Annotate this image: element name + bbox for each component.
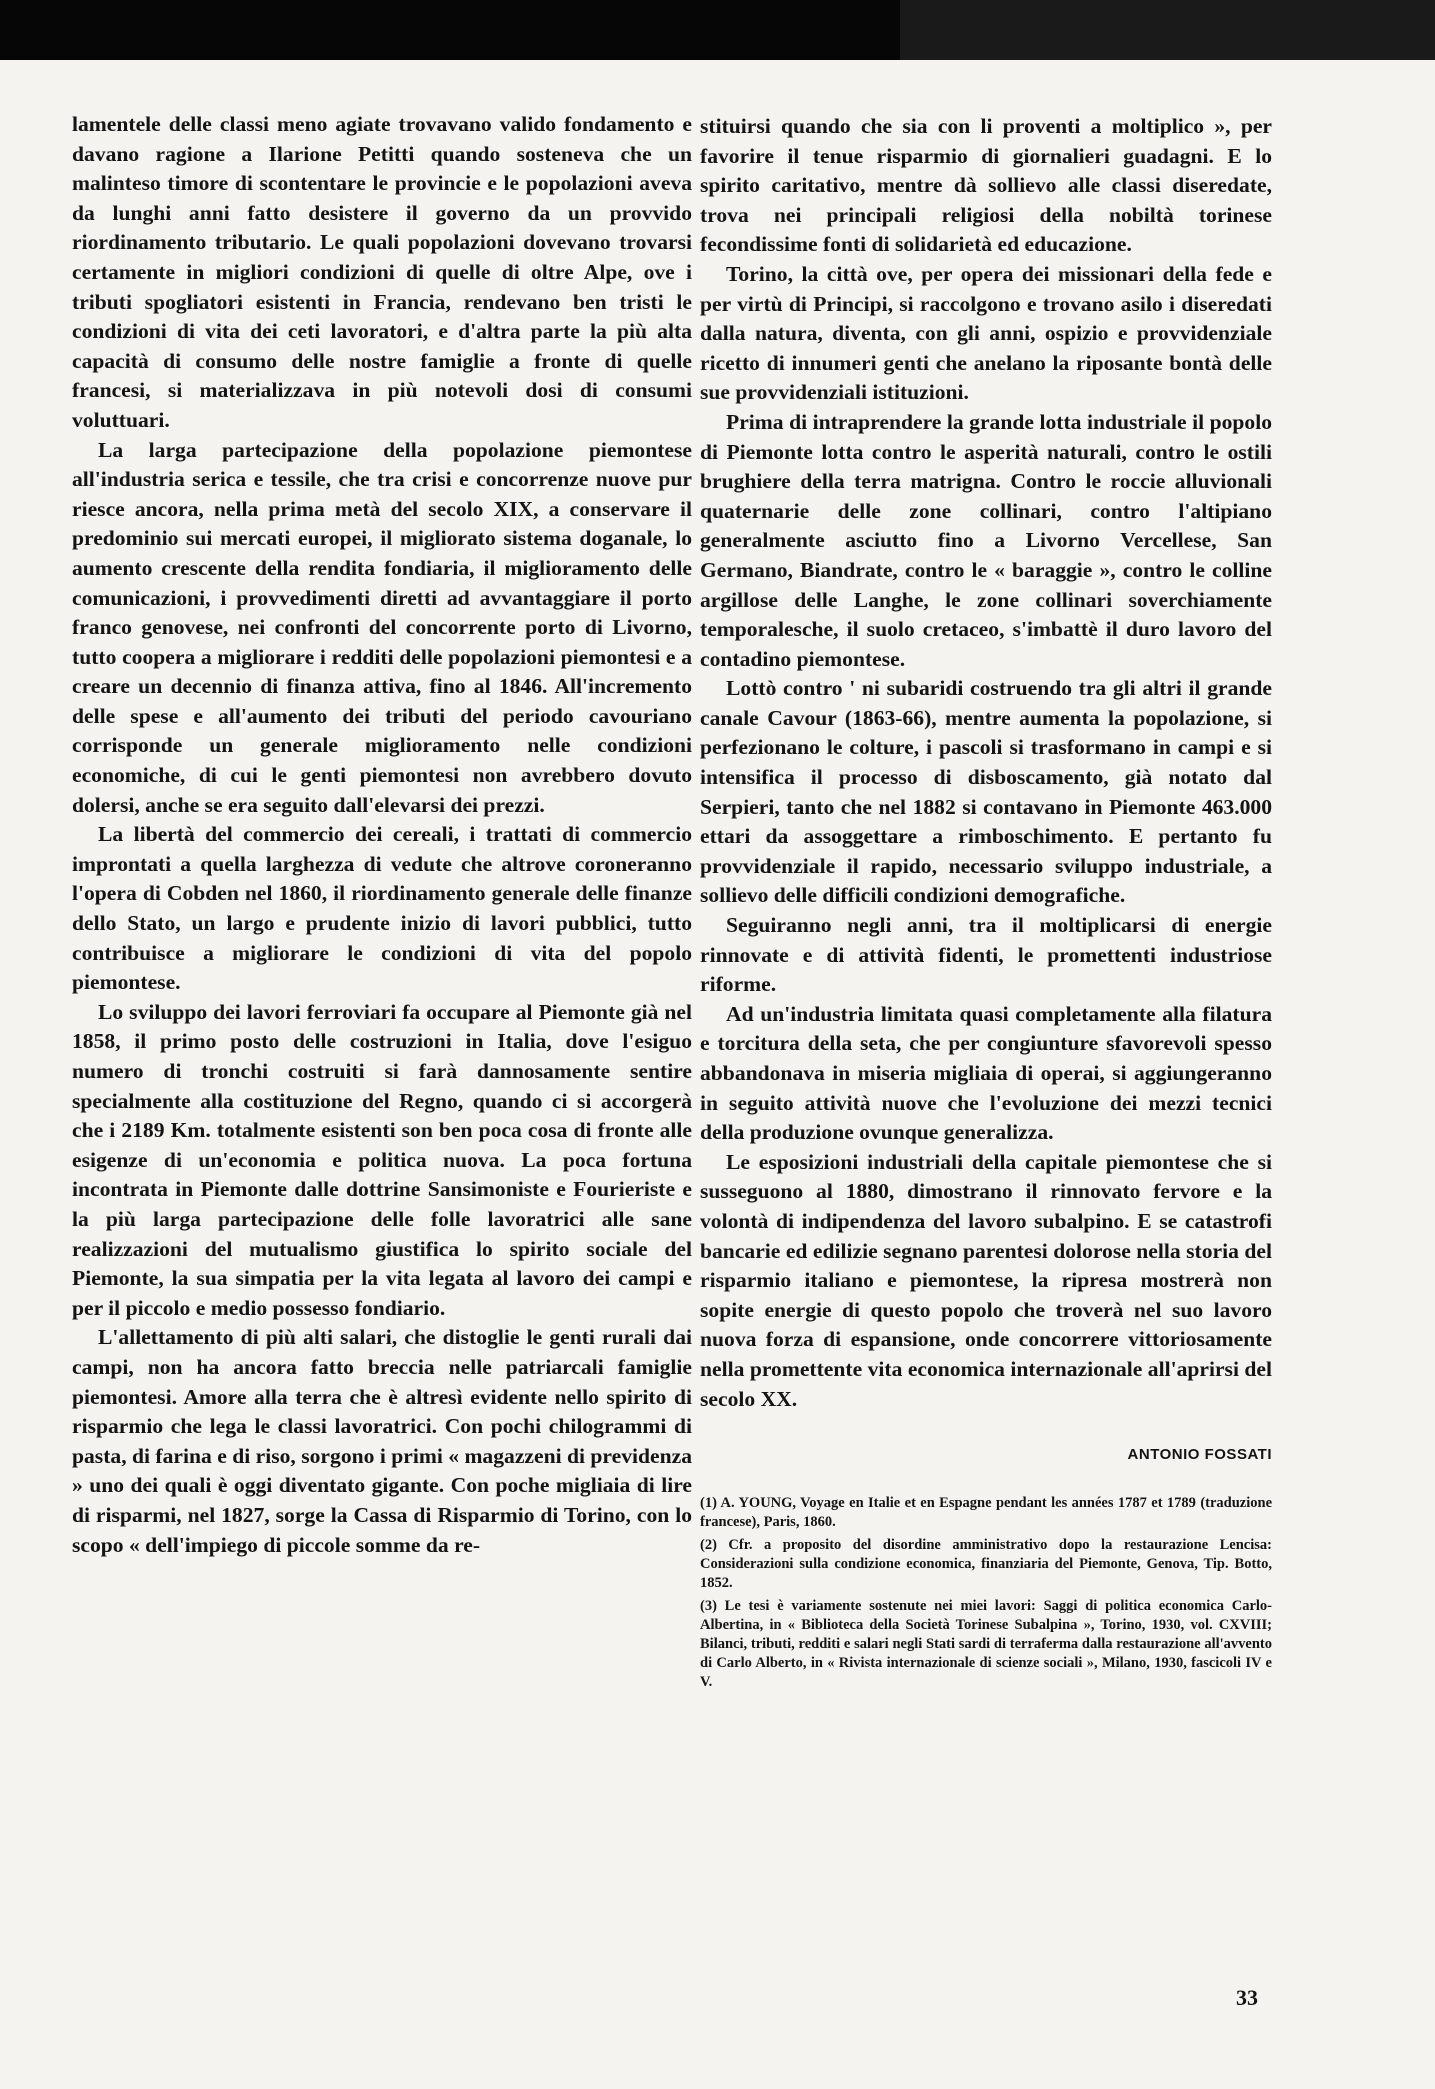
paragraph: Torino, la città ove, per opera dei missionari della fede e per virtù di Principi, si raccolgono e trovano asilo i diseredati dalla natura, diventa, con gli anni, ospizio e provvidenziale ricetto di innumeri genti che anelano la riposante bontà delle sue provvidenziali istituzioni. xyxy=(700,261,1272,405)
paragraph: La larga partecipazione della popolazione piemontese all'industria serica e tessile, che tra crisi e concorrenze nuove pur riesce ancora, nella prima metà del secolo XIX, a conservare il predominio sui mercati europei, il migliorato sistema doganale, lo aumento crescente della rendita fondiaria, il miglioramento delle comunicazioni, i provvedimenti diretti ad avvantaggiare il porto franco genovese, nei confronti del concorrente porto di Livorno, tutto coopera a migliorare i redditi delle popolazioni piemontesi e a creare un decennio di finanza attiva, fino al 1846. All'incremento delle spese e all'aumento dei tributi del periodo cavouriano corrisponde un generale miglioramento nelle condizioni economiche, di cui le genti piemontesi non avrebbero dovuto dolersi, anche se era seguito dall'elevarsi dei prezzi. xyxy=(72,437,692,817)
paragraph: La libertà del commercio dei cereali, i trattati di commercio improntati a quella larghezza di vedute che altrove coroneranno l'opera di Cobden nel 1860, il riordinamento generale delle finanze dello Stato, un largo e prudente inizio di lavori pubblici, tutto contribuisce a migliorare le condizioni di vita del popolo piemontese. xyxy=(72,822,692,995)
paragraph: lamentele delle classi meno agiate trovavano valido fondamento e davano ragione a Ilarione Petitti quando sosteneva che un malinteso timore di scontentare le provincie e le popolazioni aveva da lunghi anni fatto desistere il governo da un provvido riordinamento tributario. Le quali popolazioni dovevano trovarsi certamente in migliori condizioni di quelle di oltre Alpe, ove i tributi spogliatori esistenti in Francia, rendevano ben tristi le condizioni di vita dei ceti lavoratori, e d'altra parte la più alta capacità di consumo delle nostre famiglie a fronte di quelle francesi, si materializzava in più notevoli dosi di consumi voluttuari. xyxy=(72,112,692,432)
author-signature: ANTONIO FOSSATI xyxy=(1127,1446,1272,1464)
paragraph: Ad un'industria limitata quasi completamente alla filatura e torcitura della seta, che per congiunture sfavorevoli spesso abbandonava in miseria migliaia di operai, si aggiungeranno in seguito attività nuove che l'evoluzione dei mezzi tecnici della produzione ovunque generalizza. xyxy=(700,1001,1272,1145)
footnote: (1) A. YOUNG, Voyage en Italie et en Espagne pendant les années 1787 et 1789 (traduzione francese), Paris, 1860. xyxy=(700,1494,1272,1530)
paragraph: Lo sviluppo dei lavori ferroviari fa occupare al Piemonte già nel 1858, il primo posto delle costruzioni in Italia, dove l'esiguo numero di tronchi costruiti si farà dannosamente sentire specialmente alla costituzione del Regno, quando ci si accorgerà che i 2189 Km. totalmente esistenti son ben poca cosa di fronte alle esigenze di un'economia e politica nuova. La poca fortuna incontrata in Piemonte dalle dottrine Sansimoniste e Fourieriste e la più larga partecipazione delle folle lavoratrici alle sane realizzazioni del mutualismo giustifica lo spirito sociale del Piemonte, la sua simpatia per la vita legata al lavoro dei campi e per il piccolo e medio possesso fondiario. xyxy=(72,999,692,1320)
paragraph: Le esposizioni industriali della capitale piemontese che si susseguono al 1880, dimostrano il rinnovato fervore e la volontà di indipendenza del lavoro subalpino. E se catastrofi bancarie ed edilizie segnano parentesi dolorose nella storia del risparmio italiano e piemontese, la ripresa mostrerà non sopite energie di questo popolo che troverà nel suo lavoro nuova forza di espansione, onde concorrere vittoriosamente nella promettente vita economica internazionale all'aprirsi del secolo XX. xyxy=(700,1149,1272,1411)
footnote: (2) Cfr. a proposito del disordine amministrativo dopo la restaurazione Lencisa: Considerazioni sulla condizione economica, finanziaria del Piemonte, Genova, Tip. Botto, 1852. xyxy=(700,1536,1272,1591)
footnotes xyxy=(700,1494,1272,1692)
paragraph: Prima di intraprendere la grande lotta industriale il popolo di Piemonte lotta contro le asperità naturali, contro le ostili brughiere della terra matrigna. Contro le roccie alluvionali quaternarie delle zone collinari, contro l'altipiano generalmente asciutto fino a Livorno Vercellese, San Germano, Biandrate, contro le « baraggie », contro le colline argillose delle Langhe, le zone collinari soverchiamente temporalesche, il suolo cretaceo, s'imbattè il duro lavoro del contadino piemontese. xyxy=(700,409,1272,671)
paragraph: L'allettamento di più alti salari, che distoglie le genti rurali dai campi, non ha ancora fatto breccia nelle patriarcali famiglie piemontesi. Amore alla terra che è altresì evidente nello spirito di risparmio che lega le classi lavoratrici. Con pochi chilogrammi di pasta, di farina e di riso, sorgono i primi « magazzeni di previdenza » uno dei quali è oggi diventato gigante. Con poche migliaia di lire di risparmi, nel 1827, sorge la Cassa di Risparmio di Torino, con lo scopo « dell'impiego di piccole somme da re- xyxy=(72,1325,692,1557)
paragraph: Lottò contro ' ni subaridi costruendo tra gli altri il grande canale Cavour (1863-66), mentre aumenta la popolazione, si perfezionano le colture, i pascoli si trasformano in campi e si intensifica il processo di disboscamento, già notato dal Serpieri, tanto che nel 1882 si contavano in Piemonte 463.000 ettari da assoggettare a rimboschimento. E pertanto fu provvidenziale il rapido, necessario sviluppo industriale, a sollievo delle difficili condizioni demografiche. xyxy=(700,676,1272,908)
scan-top-border-shade xyxy=(900,0,1435,60)
footnote: (3) Le tesi è variamente sostenute nei miei lavori: Saggi di politica economica Carlo-Albertina, in « Biblioteca della Società Torinese Subalpina », Torino, 1930, vol. CXVIII; Bilanci, tributi, redditi e salari negli Stati sardi di terraferma dalla restaurazione all'avvento di Carlo Alberto, in « Rivista internazionale di scienze sociali », Milano, 1930, fascicoli IV e V. xyxy=(700,1597,1272,1690)
left-column xyxy=(72,110,692,1560)
paragraph: Seguiranno negli anni, tra il moltiplicarsi di energie rinnovate e di attività fidenti, le promettenti industriose riforme. xyxy=(700,913,1272,997)
right-column xyxy=(700,112,1272,1696)
page-number: 33 xyxy=(1236,1985,1258,2010)
paragraph: stituirsi quando che sia con li proventi a moltiplico », per favorire il tenue risparmio di giornalieri guadagni. E lo spirito caritativo, mentre dà sollievo alle classi diseredate, trova nei principali religiosi della nobiltà torinese fecondissime fonti di solidarietà ed educazione. xyxy=(700,114,1272,257)
